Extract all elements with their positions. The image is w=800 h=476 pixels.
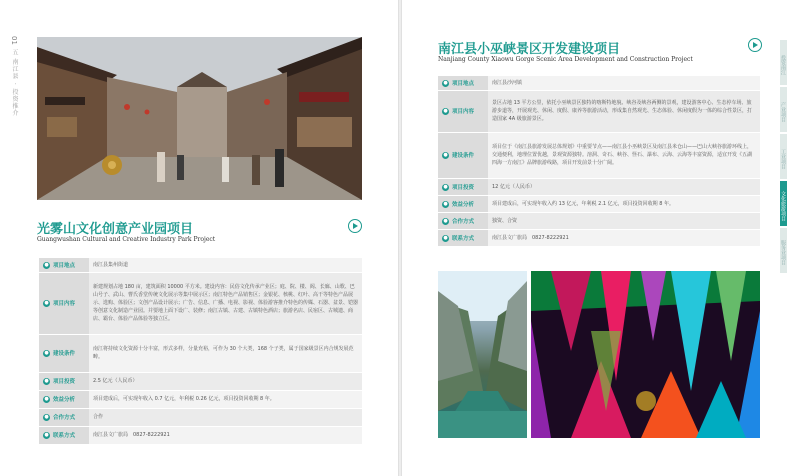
left-project-title: 光雾山文化创意产业园项目 (37, 222, 194, 237)
chart-icon: ● (44, 396, 49, 402)
row-label: ● 合作方式 (39, 408, 89, 426)
right-info-table (438, 76, 760, 247)
row-label: ● 效益分析 (39, 390, 89, 408)
table-row (39, 372, 362, 390)
coin-icon: ● (44, 378, 49, 384)
ancient-street-photo (37, 37, 362, 200)
table-row (39, 390, 362, 408)
pin-icon: ● (44, 261, 49, 268)
handshake-icon: ● (44, 414, 49, 420)
table-row (438, 178, 760, 195)
row-label: ● 项目投资 (39, 372, 89, 390)
doc-icon: ● (44, 300, 49, 306)
row-label: ● 建设条件 (39, 334, 89, 372)
section-tabs (780, 40, 800, 275)
table-row (438, 132, 760, 178)
coin-icon: ● (443, 183, 448, 190)
row-label: ● 联系方式 (39, 426, 89, 444)
left-info-table (39, 258, 362, 445)
row-label: ● 效益分析 (438, 195, 488, 212)
left-play-icon[interactable] (348, 219, 362, 233)
row-label: ● 合作方式 (438, 212, 488, 229)
doc-icon: ● (443, 108, 448, 114)
row-value: 南江县文广旅局 0827-8222921 (89, 426, 362, 444)
handshake-icon: ● (443, 217, 448, 224)
table-row (438, 76, 760, 90)
row-label: ● 项目地点 (438, 76, 488, 90)
row-value: 项目位于《南江县旅游发展总体规划》中重要节点——南江县小巫峡景区及南江县米仓山——巴山大峡谷旅游环线上，交通便利，地理位置优越，景观资源独特。溶洞、奇石、峡谷、怪石、瀑布、云海、云海等丰富资源，适宜开发《五湖四海一方南江》品牌旅游线路，项目开发前景十分广阔。 (488, 132, 760, 178)
tab-industry[interactable]: 产业项目 (780, 87, 787, 132)
side-running-head (10, 36, 24, 266)
tab-culture-tourism[interactable]: 文化旅游项目 (780, 181, 787, 226)
tab-services[interactable]: 服务业项目 (780, 228, 787, 273)
side-running-text: 五 南江县 · 投资推介 (11, 48, 18, 117)
row-value: 景区占地 13 平方公里，依托小巫峡景区独特的喀斯特地貌、峡谷及峡谷两侧的景观，建设游客中心、生态停车场、旅游步道等，开展观光、休闲、度假、康养等旅游活动，形成集自然观光、生态体验、休闲度假为一体的综合性景区，打造国家 4A 级旅游景区。 (488, 90, 760, 132)
row-value: 合作 (89, 408, 362, 426)
phone-icon: ● (44, 432, 49, 438)
row-label: ● 项目地点 (39, 258, 89, 272)
table-row (438, 229, 760, 246)
cave-photo (531, 271, 760, 438)
row-value: 12 亿元（人民币） (488, 178, 760, 195)
row-label: ● 联系方式 (438, 229, 488, 246)
tab-industrial[interactable]: 工业项目 (780, 134, 787, 179)
right-play-icon[interactable] (748, 38, 762, 52)
table-row (39, 272, 362, 334)
row-value: 项目建成后，可实现年收入约 13 亿元，年利税 2.1 亿元，项目投资回收期 8 年。 (488, 195, 760, 212)
table-row (438, 212, 760, 229)
right-project-title: 南江县小巫峡景区开发建设项目 (438, 42, 621, 57)
table-row (438, 90, 760, 132)
left-project-subtitle: Guangwushan Cultural and Creative Industry Park Project (37, 236, 216, 243)
chart-icon: ● (443, 200, 448, 207)
check-icon: ● (443, 152, 448, 158)
table-row (39, 426, 362, 444)
row-value: 南江县文广旅局 0827-8222921 (488, 229, 760, 246)
row-value: 南江县沙河镇 (488, 76, 760, 90)
row-value: 项目建成后，可实现年收入 0.7 亿元，年利税 0.26 亿元，项目投资回收期 8 年。 (89, 390, 362, 408)
row-label: ● 项目投资 (438, 178, 488, 195)
row-value: 南江县集州街道 (89, 258, 362, 272)
page-number: 01 (10, 36, 18, 45)
row-value: 南江将持续文化资源十分丰富，形式多样，分量充裕，可作为 30 个大类，168 个子类，属于国家级景区内合规发展范畴。 (89, 334, 362, 372)
table-row (39, 408, 362, 426)
table-row (438, 195, 760, 212)
check-icon: ● (44, 350, 49, 356)
row-value: 独资、合资 (488, 212, 760, 229)
row-value: 新建规划占地 180 亩，建筑面积 10000 平方米。建设内容：民俗文化传承产业区；庭、院、楼、阁、长廊、山歌、巴山号子、武山、曹氏香堂传统文化展示等集中展示区；南江特色产品销售区；金银花、核桃、红叶、高干等特色产品展示、选购、体验区；文创产品设计展示；广告、信息、广播、电视、影视、体验游客推介特色的传媒、石器、盆景、铠器等创意文化制造产业园。并要地上面下设广、装修；南江古镇、古建、古镇特色酒店；旅游名店、民宿区、古城遗、商店、霸台、体验产品体验等独立区。 (89, 272, 362, 334)
gorge-photo (438, 271, 527, 438)
row-label: ● 项目内容 (438, 90, 488, 132)
row-label: ● 建设条件 (438, 132, 488, 178)
pin-icon: ● (443, 79, 448, 86)
row-label: ● 项目内容 (39, 272, 89, 334)
right-project-subtitle: Nanjiang County Xiaowu Gorge Scenic Area Development and Construction Project (438, 56, 693, 63)
table-row (39, 334, 362, 372)
row-value: 2.5 亿元（人民币） (89, 372, 362, 390)
tab-invest-nanjiang[interactable]: 投资南江 (780, 40, 787, 85)
phone-icon: ● (443, 234, 448, 241)
table-row (39, 258, 362, 272)
